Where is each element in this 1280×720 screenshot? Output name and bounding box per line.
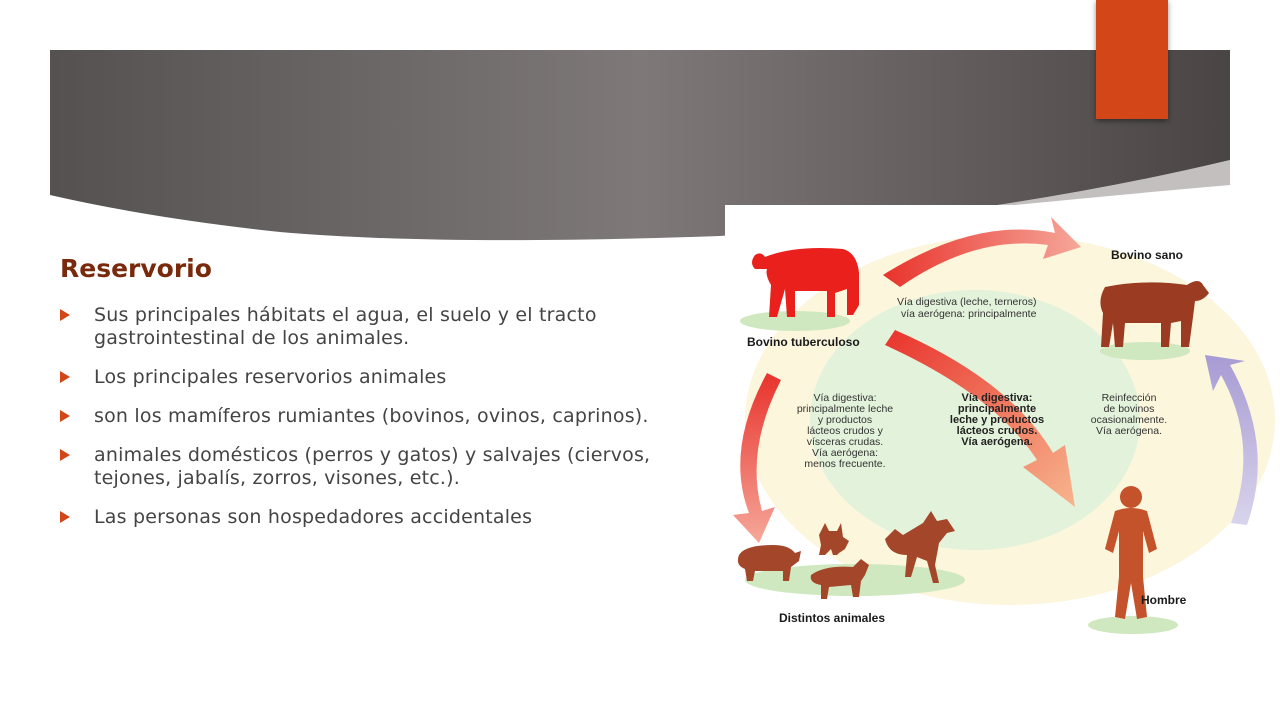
label-distintos-animales: Distintos animales xyxy=(779,611,886,625)
note-left xyxy=(797,392,893,470)
note-line: Reinfección xyxy=(1101,392,1157,404)
bullet-arrow-icon xyxy=(60,511,70,523)
slide-title: Reservorio xyxy=(60,254,212,283)
bullet-list xyxy=(60,304,710,545)
accent-bar xyxy=(1096,0,1168,119)
note-line: lácteos crudos y xyxy=(807,425,883,437)
bullet-text: son los mamíferos rumiantes (bovinos, ovinos, caprinos). xyxy=(94,405,649,427)
list-item xyxy=(60,506,710,529)
note-line: principalmente leche xyxy=(796,403,894,415)
list-item xyxy=(60,405,710,428)
note-line: Vía digestiva: xyxy=(961,392,1033,404)
bullet-arrow-icon xyxy=(60,410,70,422)
ground-patch xyxy=(1100,342,1190,360)
note-center xyxy=(950,392,1044,448)
list-item xyxy=(60,444,710,490)
note-line: ocasionalmente. xyxy=(1090,414,1168,426)
label-hombre: Hombre xyxy=(1141,593,1187,607)
bullet-arrow-icon xyxy=(60,371,70,383)
note-line: Vía digestiva (leche, terneros) xyxy=(897,296,1037,308)
note-line: menos frecuente. xyxy=(804,458,886,470)
list-item xyxy=(60,304,710,350)
ground-patch xyxy=(1088,616,1178,634)
note-line: Vía aerógena. xyxy=(961,436,1033,448)
note-line: vía aerógena: principalmente xyxy=(901,308,1037,320)
bullet-text: Los principales reservorios animales xyxy=(94,366,447,388)
label-bovino-tuberculoso: Bovino tuberculoso xyxy=(747,335,860,349)
bullet-arrow-icon xyxy=(60,449,70,461)
note-top xyxy=(897,296,1037,320)
label-bovino-sano: Bovino sano xyxy=(1111,248,1184,262)
note-line: Vía aerógena. xyxy=(1096,425,1162,437)
bullet-text: Sus principales hábitats el agua, el suelo y el tracto gastrointestinal de los animales. xyxy=(94,304,597,349)
note-line: vísceras crudas. xyxy=(806,436,884,448)
list-item xyxy=(60,366,710,389)
note-line: Vía aerógena: xyxy=(812,447,878,459)
note-line: lácteos crudos. xyxy=(956,425,1038,437)
note-line: de bovinos xyxy=(1103,403,1155,415)
note-line: y productos xyxy=(817,414,873,426)
transmission-diagram xyxy=(725,205,1280,650)
note-line: Vía digestiva: xyxy=(813,392,877,404)
bullet-text: Las personas son hospedadores accidentales xyxy=(94,506,533,528)
note-right xyxy=(1091,392,1167,437)
bullet-text: animales domésticos (perros y gatos) y salvajes (ciervos, tejones, jabalís, zorros, visones, etc.). xyxy=(94,444,651,489)
note-line: principalmente xyxy=(957,403,1037,415)
bullet-arrow-icon xyxy=(60,309,70,321)
note-line: leche y productos xyxy=(949,414,1045,426)
